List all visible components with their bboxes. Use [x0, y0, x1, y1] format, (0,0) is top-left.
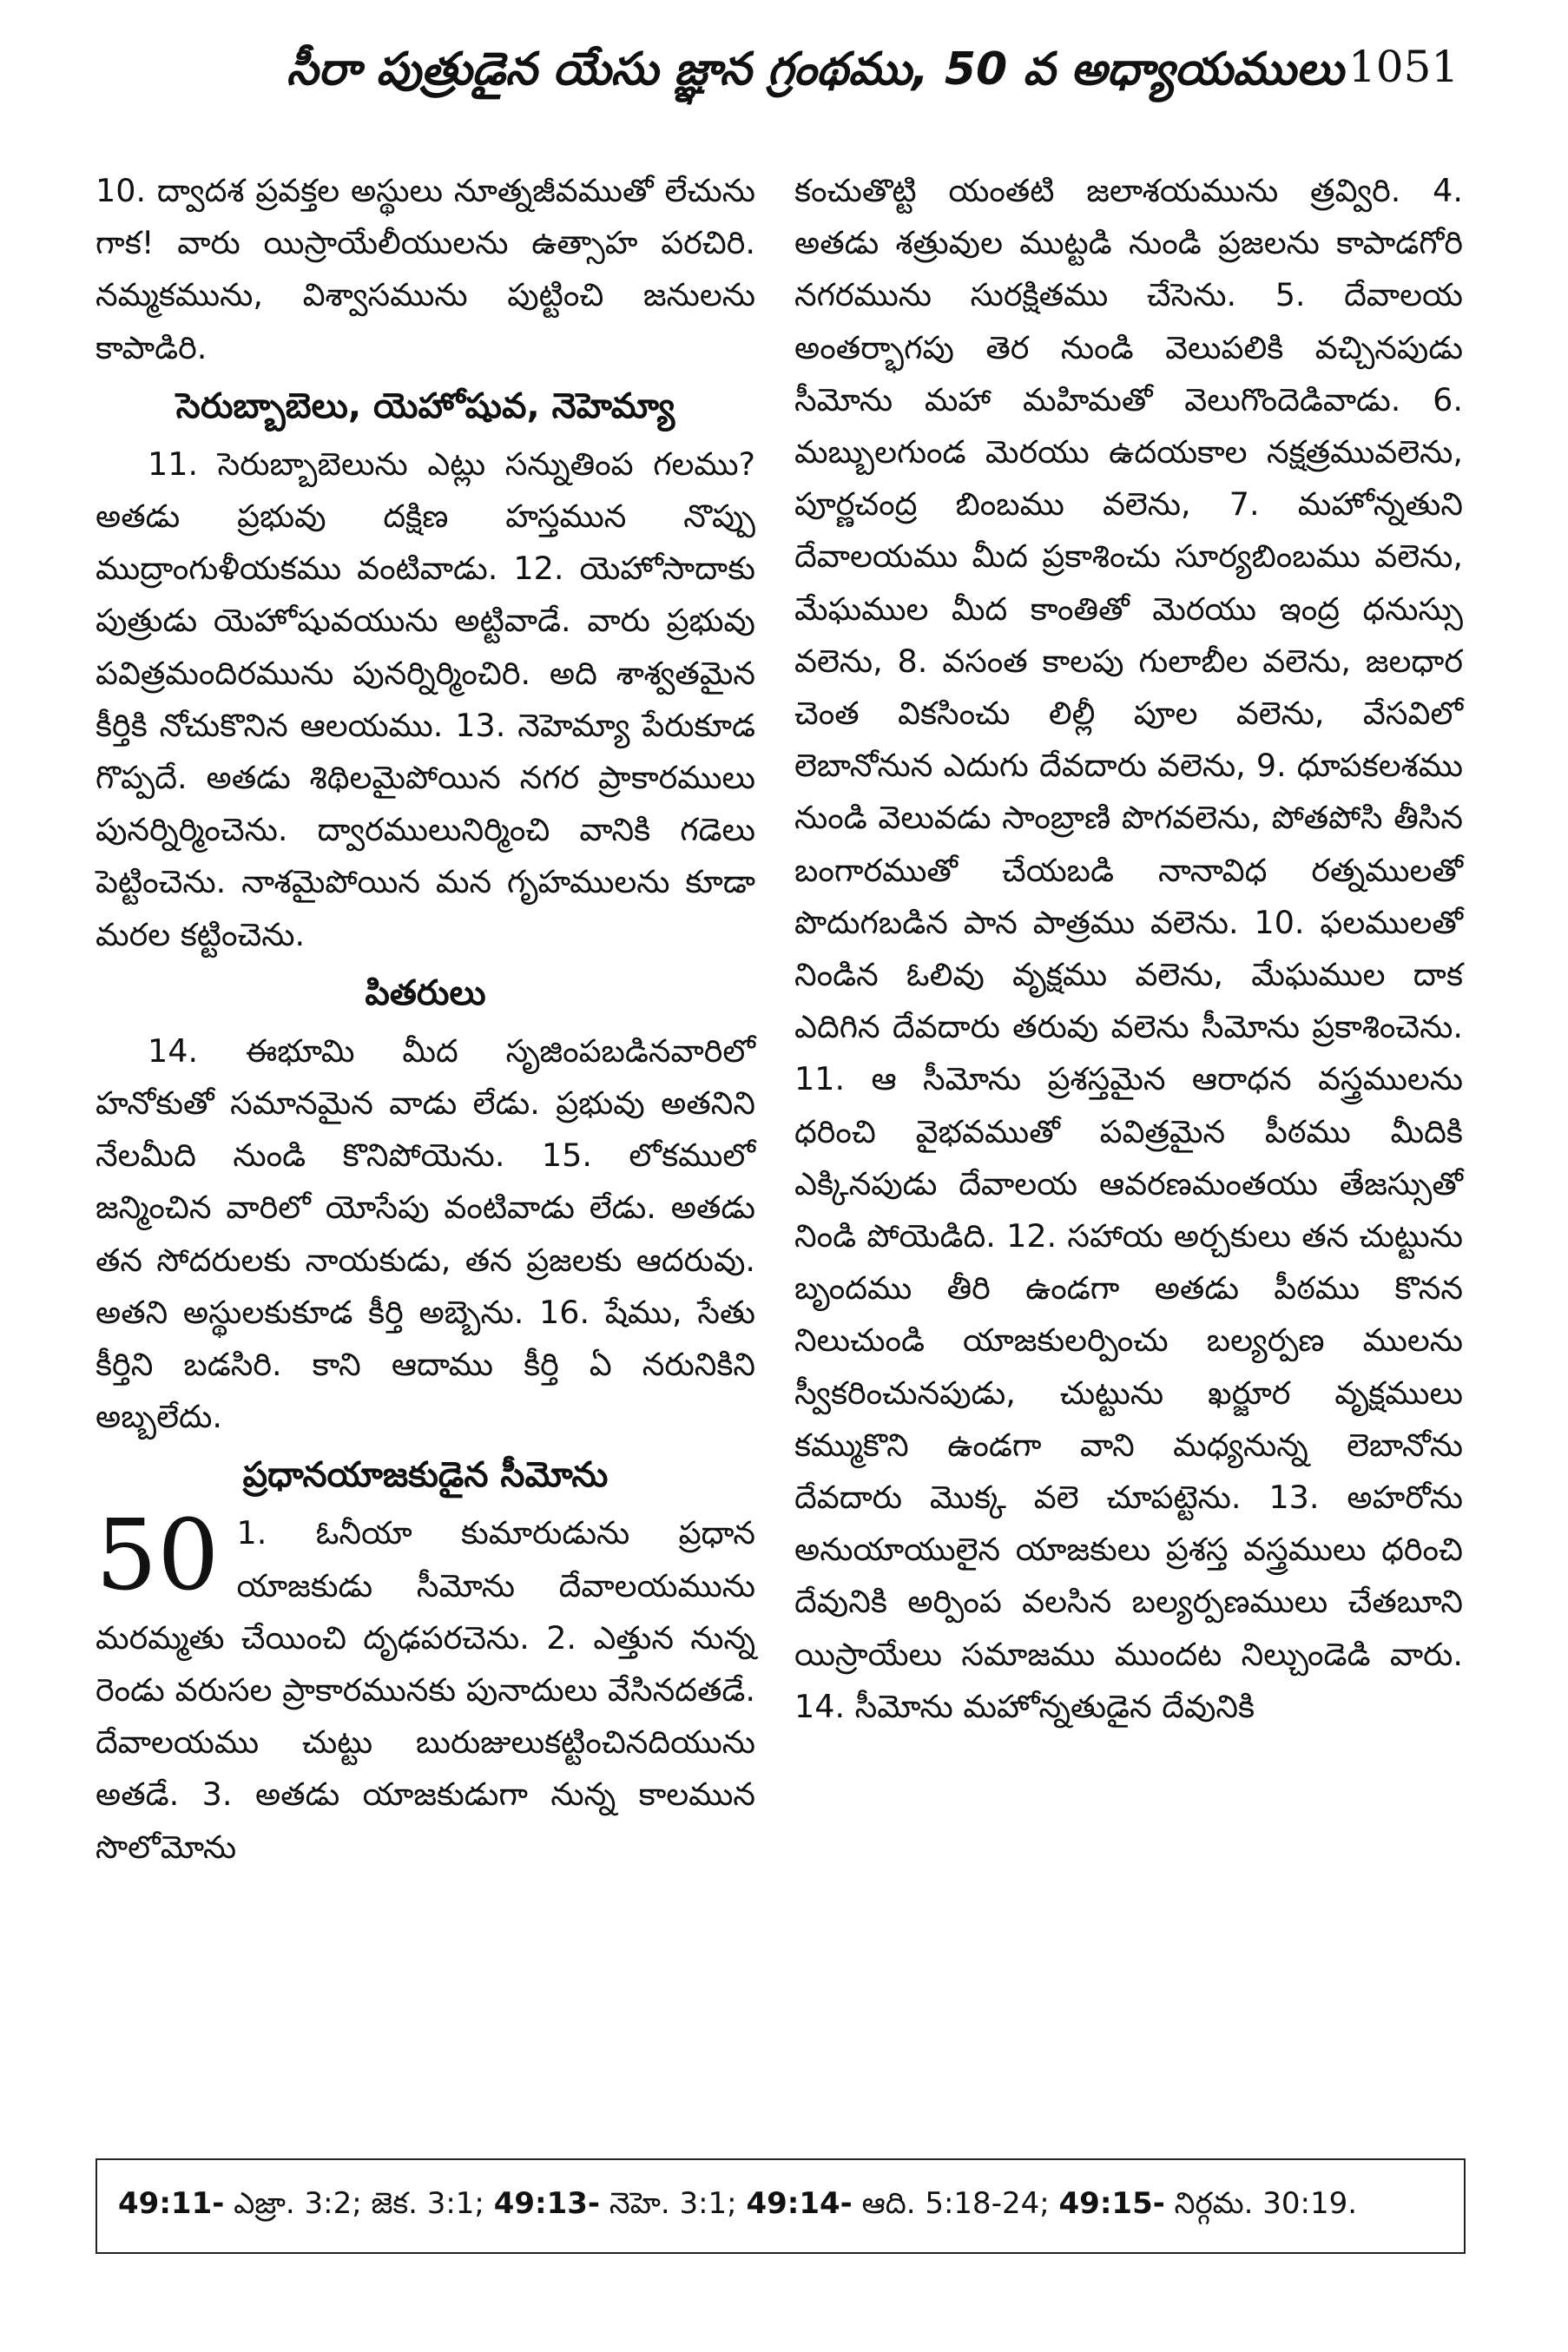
footnote-text	[118, 2186, 1357, 2228]
left-column	[96, 165, 755, 1874]
running-title: సీరా పుత్రుడైన యేసు జ్ఞాన గ్రంథము, 50 వ అధ్యాయములు	[287, 43, 1344, 96]
footnote-ref: 49:11-	[118, 2186, 225, 2221]
footnote-citation: ఆది. 5:18-24;	[852, 2186, 1059, 2221]
paragraph: 10. ద్వాదశ ప్రవక్తల అస్థులు నూత్నజీవముతో లేచును గాక! వారు యిస్రాయేలీయులను ఉత్సాహ పరచిరి. నమ్మకమును, విశ్వాసమును పుట్టించి జనులను కాపాడిరి.	[96, 172, 755, 366]
footnote-citation: నెహె. 3:1;	[600, 2186, 747, 2221]
page-number: 1051	[1348, 42, 1459, 92]
section-heading: సెరుబ్బాబెలు, యెహోషువ, నెహెమ్యా	[175, 385, 675, 426]
footnote-box	[96, 2158, 1466, 2254]
paragraph: 11. సెరుబ్బాబెలును ఎట్లు సన్నుతింప గలము? అతడు ప్రభువు దక్షిణ హస్తమున నొప్పు ముద్రాంగుళీయకము వంటివాడు. 12. యెహోసాదాకు పుత్రుడు యెహోషువయును అట్టివాడే. వారు ప్రభువు పవిత్రమందిరమును పునర్నిర్మించిరి. అది శాశ్వతమైన కీర్తికి నోచుకొనిన ఆలయము. 13. నెహెమ్యా పేరుకూడ గొప్పదే. అతడు శిథిలమైపోయిన నగర ప్రాకారములు పునర్నిర్మించెను. ద్వారములునిర్మించి వానికి గడెలు పెట్టించెను. నాశమైపోయిన మన గృహములను కూడా మరల కట్టించెను.	[96, 445, 755, 953]
chapter-number: 50	[96, 1499, 220, 1613]
footnote-ref: 49:14-	[746, 2186, 853, 2221]
paragraph: కంచుతొట్టి యంతటి జలాశయమును త్రవ్విరి. 4. అతడు శత్రువుల ముట్టడి నుండి ప్రజలను కాపాడగోరి నగరమును సురక్షితము చేసెను. 5. దేవాలయ అంతర్భాగపు తెర నుండి వెలుపలికి వచ్చినపుడు సీమోను మహా మహిమతో వెలుగొందెడివాడు. 6. మబ్బులగుండ మెరయు ఉదయకాల నక్షత్రమువలెను, పూర్ణచంద్ర బింబము వలెను, 7. మహోన్నతుని దేవాలయము మీద ప్రకాశించు సూర్యబింబము వలెను, మేఘముల మీద కాంతితో మెరయు ఇంద్ర ధనుస్సు వలెను, 8. వసంత కాలపు గులాబీల వలెను, జలధార చెంత వికసించు లిల్లీ పూల వలెను, వేసవిలో లెబానోనున ఎదుగు దేవదారు వలెను, 9. ధూపకలశము నుండి వెలువడు సాంబ్రాణి పొగవలెను, పోతపోసి తీసిన బంగారముతో చేయబడి నానావిధ రత్నములతో పొదుగబడిన పాన పాత్రము వలెను. 10. ఫలములతో నిండిన ఓలివు వృక్షము వలెను, మేఘముల దాక ఎదిగిన దేవదారు తరువు వలెను సీమోను ప్రకాశించెను. 11. ఆ సీమోను ప్రశస్తమైన ఆరాధన వస్త్రములను ధరించి వైభవముతో పవిత్రమైన పీఠము మీదికి ఎక్కినపుడు దేవాలయ ఆవరణమంతయు తేజస్సుతో నిండి పోయెడిది. 12. సహాయ అర్చకులు తన చుట్టును బృందము తీరి ఉండగా అతడు పీఠము కొనన నిలుచుండి యాజకులర్పించు బల్యర్పణ ములను స్వీకరించునపుడు, చుట్టును ఖర్జూర వృక్షములు కమ్ముకొని ఉండగా వాని మధ్యనున్న లెబానోను దేవదారు మొక్క వలె చూపట్టెను. 13. అహరోను అనుయాయులైన యాజకులు ప్రశస్త వస్త్రములు ధరించి దేవునికి అర్పింప వలసిన బల్యర్పణములు చేతబూని యిస్రాయేలు సమాజము ముందట నిల్చుండెడి వారు. 14. సీమోను మహోన్నతుడైన దేవునికి	[794, 172, 1463, 1725]
footnote-citation: ఎజ్రా. 3:2; జెక. 3:1;	[224, 2186, 494, 2221]
paragraph: 1. ఓనీయా కుమారుడును ప్రధాన యాజకుడు సీమోను దేవాలయమును మరమ్మతు చేయించి దృఢపరచెను. 2. ఎత్తున నున్న రెండు వరుసల ప్రాకారమునకు పునాదులు వేసినదతడే. దేవాలయము చుట్టు బురుజులుకట్టించినదియును అతడే. 3. అతడు యాజకుడుగా నున్న కాలమున సొలోమోను	[96, 1514, 755, 1866]
footnote-citation: నిర్గమ. 30:19.	[1164, 2186, 1358, 2221]
section-heading: ప్రధానయాజకుడైన సీమోను	[242, 1455, 609, 1496]
chapter-block	[96, 1499, 755, 1873]
footnote-ref: 49:15-	[1058, 2186, 1165, 2221]
right-column	[794, 165, 1463, 1733]
page-header	[0, 35, 1568, 113]
section-heading: పితరులు	[365, 972, 486, 1013]
paragraph: 14. ఈభూమి మీద సృజింపబడినవారిలో హనోకుతో సమానమైన వాడు లేడు. ప్రభువు అతనిని నేలమీది నుండి కొనిపోయెను. 15. లోకములో జన్మించిన వారిలో యోసేపు వంటివాడు లేడు. అతడు తన సోదరులకు నాయకుడు, తన ప్రజలకు ఆదరువు. అతని అస్థులకుకూడ కీర్తి అబ్బెను. 16. షేము, సేతు కీర్తిని బడసిరి. కాని ఆదాము కీర్తి ఏ నరునికిని అబ్బలేదు.	[96, 1031, 755, 1436]
footnote-ref: 49:13-	[493, 2186, 601, 2221]
